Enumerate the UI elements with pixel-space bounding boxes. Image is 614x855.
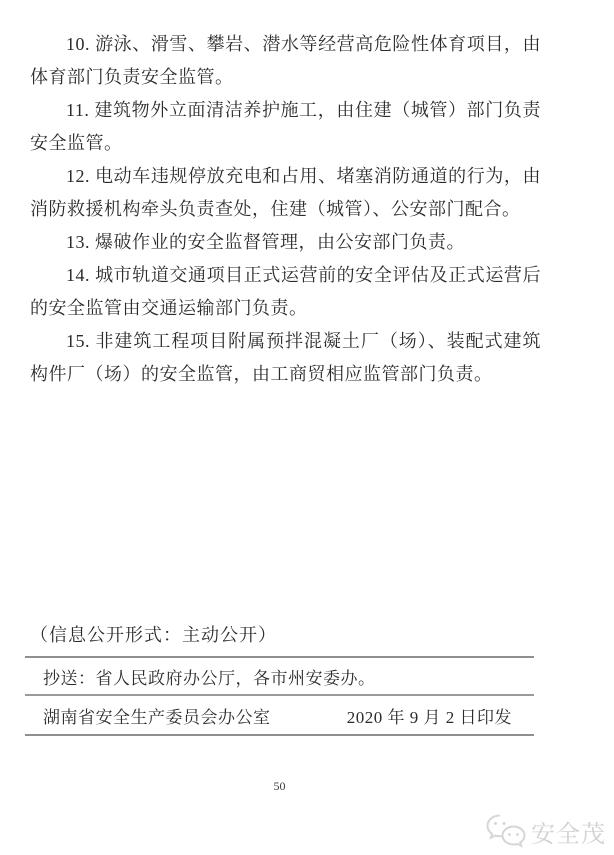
footer-table xyxy=(25,656,534,736)
paragraph-item-14: 14. 城市轨道交通项目正式运营前的安全评估及正式运营后的安全监管由交通运输部门负责。 xyxy=(30,265,541,318)
paragraph-item-11: 11. 建筑物外立面清洁养护施工，由住建（城管）部门负责安全监管。 xyxy=(30,100,541,153)
issue-row xyxy=(25,696,534,736)
paragraph-item-12: 12. 电动车违规停放充电和占用、堵塞消防通道的行为，由消防救援机构牵头负责查处，住建（城管）、公安部门配合。 xyxy=(30,166,541,219)
paragraph-item-13: 13. 爆破作业的安全监督管理，由公安部门负责。 xyxy=(66,232,465,252)
wechat-icon xyxy=(485,813,527,849)
cc-row xyxy=(25,658,534,696)
paragraph-item-15: 15. 非建筑工程项目附属预拌混凝土厂（场）、装配式建筑构件厂（场）的安全监管，由工商贸相应监管部门负责。 xyxy=(30,331,541,384)
watermark-label: 安全茂 xyxy=(531,821,606,848)
disclosure-note: （信息公开形式：主动公开） xyxy=(30,625,277,645)
cc-line: 抄送：省人民政府办公厅，各市州安委办。 xyxy=(43,668,376,688)
page-number: 50 xyxy=(273,779,286,793)
document-body xyxy=(30,28,541,391)
paragraph-item-10: 10. 游泳、滑雪、攀岩、潜水等经营高危险性体育项目，由体育部门负责安全监管。 xyxy=(30,34,541,87)
watermark xyxy=(485,813,606,849)
issue-date: 2020 年 9 月 2 日印发 xyxy=(346,707,512,727)
issuer-name: 湖南省安全生产委员会办公室 xyxy=(43,707,271,727)
